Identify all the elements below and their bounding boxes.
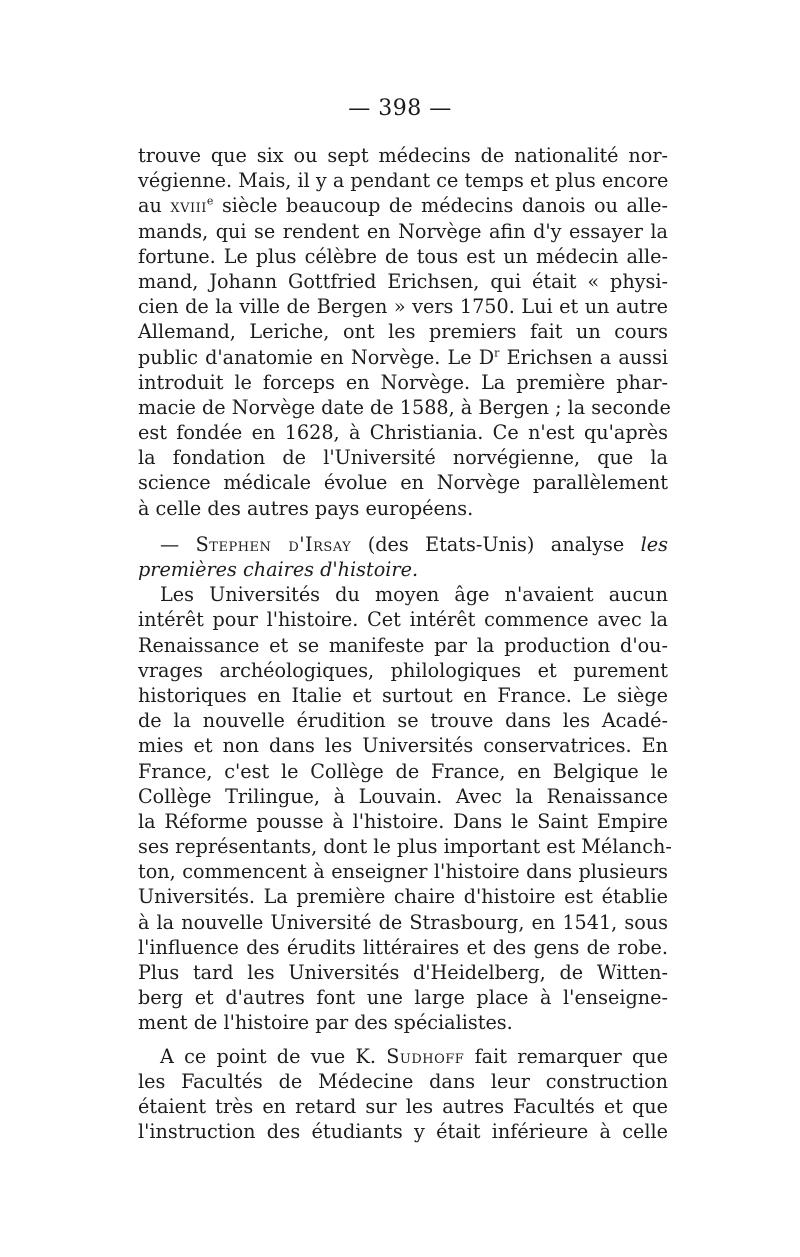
text-line: l'influence des érudits littéraires et des gens de robe. — [138, 935, 668, 959]
body-text — [138, 143, 672, 1144]
text-line: la Réforme pousse à l'histoire. Dans le Saint Empire — [138, 809, 668, 833]
text-line: introduit le forceps en Norvège. La première phar- — [138, 370, 668, 394]
work-title: les — [640, 532, 668, 556]
text-fragment: fait remarquer que — [464, 1044, 669, 1068]
text-line: Universités. La première chaire d'histoire est établie — [138, 885, 668, 909]
em-dash: — — [160, 532, 196, 556]
text-line: ment de l'histoire par des spécialistes. — [138, 1011, 513, 1035]
text-fragment: A ce point de vue K. — [160, 1044, 387, 1068]
text-line: mies et non dans les Universités conservatrices. En — [138, 734, 668, 758]
text-line — [138, 532, 668, 557]
text-line: à celle des autres pays européens. — [138, 496, 474, 520]
text-line: étaient très en retard sur les autres Facultés et que — [138, 1094, 668, 1118]
text-fragment: public d'anatomie en Norvège. Le D — [138, 345, 495, 369]
paragraph-gap — [138, 1036, 668, 1044]
author-name: Stephen d'Irsay — [195, 532, 352, 556]
text-line: ses représentants, dont le plus important est Mélanch- — [138, 835, 672, 859]
paragraph-irsay-intro — [138, 532, 668, 582]
text-line: intérêt pour l'histoire. Cet intérêt commence avec la — [138, 608, 668, 632]
superscript: e — [206, 194, 214, 208]
text-line: à la nouvelle Université de Strasbourg, en 1541, sous — [138, 910, 668, 934]
text-line: macie de Norvège date de 1588, à Bergen ; la seconde — [138, 395, 671, 419]
text-line: l'instruction des étudiants y était inférieure à celle — [138, 1120, 668, 1144]
text-line: Les Universités du moyen âge n'avaient aucun — [160, 583, 668, 607]
text-line: mand, Johann Gottfried Erichsen, qui était « physi- — [138, 269, 668, 293]
work-title: premières chaires d'histoire. — [138, 558, 419, 581]
text-fragment: siècle beaucoup de médecins danois ou alle- — [213, 194, 668, 218]
text-line: végienne. Mais, il y a pendant ce temps et plus encore — [138, 169, 669, 193]
text-line: ton, commencent à enseigner l'histoire dans plusieurs — [138, 860, 668, 884]
author-name: Sudhoff — [386, 1044, 465, 1068]
text-line: Plus tard les Universités d'Heidelberg, de Witten- — [138, 961, 668, 984]
text-line: la fondation de l'Université norvégienne, que la — [138, 446, 668, 470]
text-fragment: au — [138, 194, 162, 218]
page-number: — 398 — — [348, 96, 452, 121]
paragraph-gap — [138, 521, 668, 532]
superscript: r — [494, 346, 500, 360]
text-fragment: (des Etats-Unis) analyse — [351, 532, 641, 556]
text-line: est fondée en 1628, à Christiania. Ce n'est qu'après — [138, 421, 668, 445]
text-line: historiques en Italie et surtout en France. Le siège — [138, 683, 668, 707]
text-line: science médicale évolue en Norvège parallèlement — [138, 471, 668, 495]
century-numeral: xviii — [170, 194, 207, 218]
text-line: cien de la ville de Bergen » vers 1750. Lui et un autre — [138, 295, 668, 319]
paragraph-norway-medicine — [138, 143, 671, 521]
text-line — [138, 1044, 668, 1069]
text-fragment: Erichsen a aussi — [499, 345, 668, 369]
text-line: France, c'est le Collège de France, en Belgique le — [138, 759, 668, 783]
text-line: fortune. Le plus célèbre de tous est un médecin alle- — [138, 244, 668, 268]
text-line: les Facultés de Médecine dans leur construction — [138, 1069, 668, 1093]
text-line — [138, 193, 668, 218]
paragraph-history-chairs — [138, 582, 672, 1035]
text-line: mands, qui se rendent en Norvège afin d'y essayer la — [138, 219, 668, 243]
paragraph-sudhoff — [138, 1044, 668, 1145]
text-line: Collège Trilingue, à Louvain. Avec la Renaissance — [138, 784, 668, 808]
text-line: Allemand, Leriche, ont les premiers fait un cours — [138, 320, 668, 344]
text-line: vrages archéologiques, philologiques et purement — [138, 658, 668, 682]
text-line: trouve que six ou sept médecins de nationalité nor- — [138, 144, 668, 167]
text-line: Renaissance et se manifeste par la production d'ou- — [138, 633, 668, 657]
text-line — [138, 345, 668, 370]
text-line: berg et d'autres font une large place à l'enseigne- — [138, 986, 668, 1010]
text-line: de la nouvelle érudition se trouve dans les Acadé- — [138, 709, 668, 733]
